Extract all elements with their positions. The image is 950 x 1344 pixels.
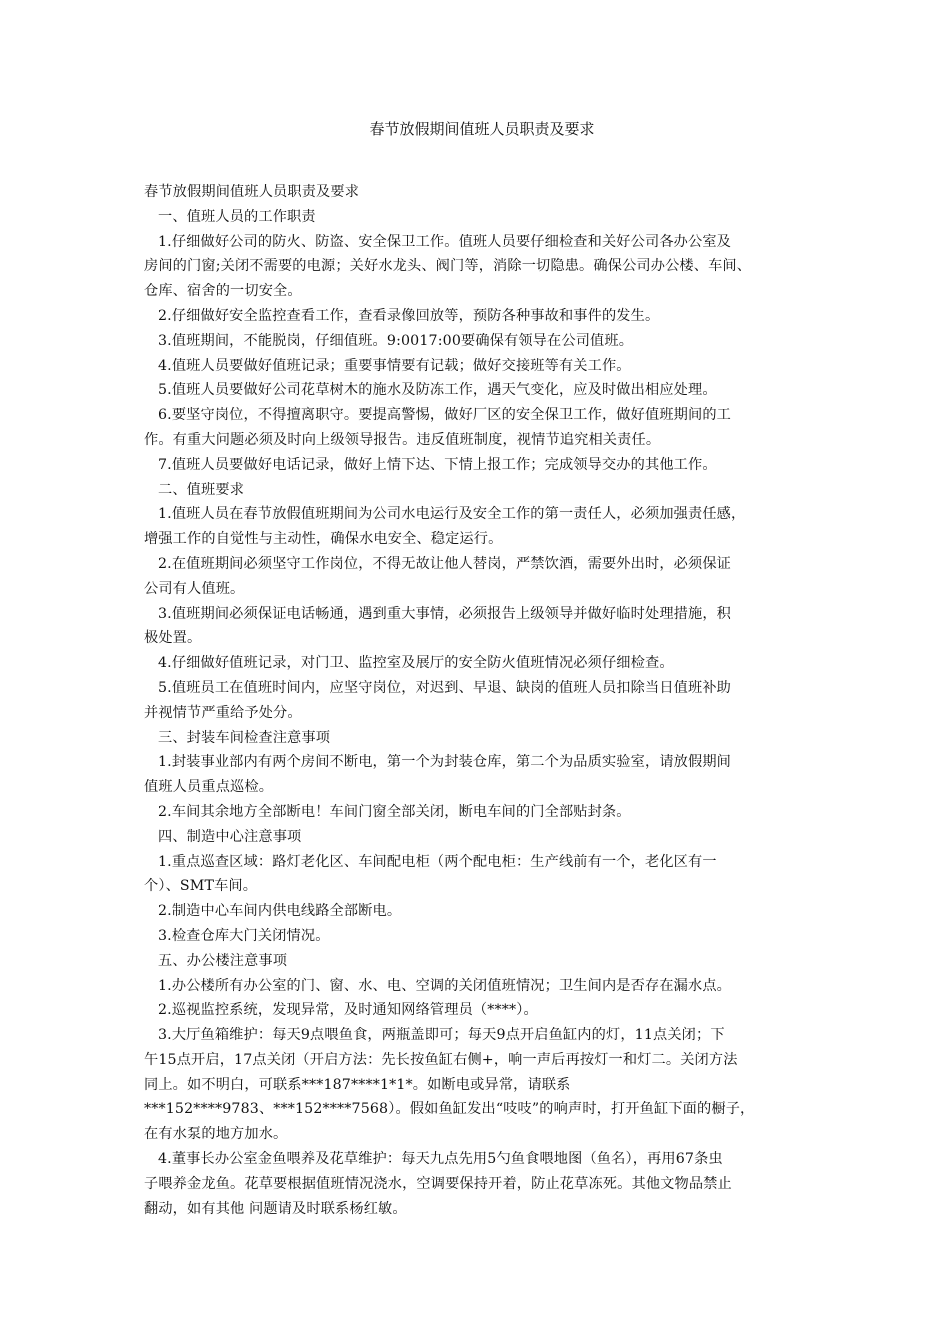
document-line: 四、制造中心注意事项 <box>158 828 302 845</box>
document-line: 春节放假期间值班人员职责及要求 <box>144 184 360 200</box>
document-line: 作。有重大问题必须及时向上级领导报告。违反值班制度，视情节追究相关责任。 <box>144 431 661 448</box>
document-line: 6.要坚守岗位，不得擅离职守。要提高警惕，做好厂区的安全保卫工作，做好值班期间的工 <box>158 407 732 424</box>
document-line: 4.董事长办公室金鱼喂养及花草维护：每天九点先用5勺鱼食喂地图（鱼名），再用67条虫 <box>158 1151 723 1168</box>
document-line: 仓库、宿舍的一切安全。 <box>144 283 302 300</box>
document-line: 1.办公楼所有办公室的门、窗、水、电、空调的关闭值班情况；卫生间内是否存在漏水点。 <box>158 977 732 994</box>
document-line: 3.值班期间必须保证电话畅通，遇到重大事情，必须报告上级领导并做好临时处理措施，积 <box>158 605 732 622</box>
document-line: 3.值班期间，不能脱岗，仔细值班。9:0017:00要确保有领导在公司值班。 <box>158 332 634 349</box>
document-line: 三、封装车间检查注意事项 <box>158 729 331 746</box>
document-line: 值班人员重点巡检。 <box>144 779 274 796</box>
document-line: 二、值班要求 <box>158 481 245 498</box>
document-line: 2.仔细做好安全监控查看工作，查看录像回放等，预防各种事故和事件的发生。 <box>158 307 660 324</box>
document-line: 1.重点巡查区域：路灯老化区、车间配电柜（两个配电柜：生产线前有一个，老化区有一 <box>158 853 717 870</box>
document-line: 4.仔细做好值班记录，对门卫、监控室及展厅的安全防火值班情况必须仔细检查。 <box>158 655 674 672</box>
document-line: 4.值班人员要做好值班记录；重要事情要有记载；做好交接班等有关工作。 <box>158 357 631 374</box>
document-line: 3.大厅鱼箱维护：每天9点喂鱼食，两瓶盖即可；每天9点开启鱼缸内的灯，11点关闭；下 <box>158 1027 725 1044</box>
document-line: 3.检查仓库大门关闭情况。 <box>158 927 330 944</box>
document-line: 增强工作的自觉性与主动性，确保水电安全、稳定运行。 <box>144 531 503 548</box>
document-line: 5.值班员工在值班时间内，应坚守岗位，对迟到、早退、缺岗的值班人员扣除当日值班补助 <box>158 679 732 696</box>
document-line: 同上。如不明白，可联系***187****1*1*。如断电或异常，请联系 <box>144 1076 571 1093</box>
document-line: 个）、SMT车间。 <box>144 878 258 895</box>
document-line: 7.值班人员要做好电话记录，做好上情下达、下情上报工作；完成领导交办的其他工作。 <box>158 456 717 473</box>
document-line: 2.在值班期间必须坚守工作岗位，不得无故让他人替岗，严禁饮酒，需要外出时，必须保证 <box>158 555 732 572</box>
document-line: 并视情节严重给予处分。 <box>144 704 302 721</box>
document-title: 春节放假期间值班人员职责及要求 <box>369 120 595 138</box>
document-line: 5.值班人员要做好公司花草树木的施水及防冻工作，遇天气变化，应及时做出相应处理。 <box>158 382 717 399</box>
document-line: ***152****9783、***152****7568）。假如鱼缸发出“吱吱”的响声时，打开鱼缸下面的橱子， <box>144 1101 755 1118</box>
document-body <box>144 180 820 1221</box>
document-line: 2.制造中心车间内供电线路全部断电。 <box>158 903 402 920</box>
document-line: 翻动，如有其他 问题请及时联系杨红敏。 <box>144 1200 407 1217</box>
document-line: 一、值班人员的工作职责 <box>158 208 316 225</box>
document-page <box>144 118 820 1221</box>
document-line: 午15点开启，17点关闭（开启方法：先长按鱼缸右侧+，响一声后再按灯一和灯二。关闭方法 <box>144 1051 738 1068</box>
document-line: 在有水泵的地方加水。 <box>144 1126 288 1143</box>
document-line: 子喂养金龙鱼。花草要根据值班情况浇水，空调要保持开着，防止花草冻死。其他文物品禁止 <box>144 1175 732 1192</box>
document-line: 2.巡视监控系统，发现异常，及时通知网络管理员（****）。 <box>158 1002 538 1019</box>
document-line: 公司有人值班。 <box>144 580 245 597</box>
document-line: 1.封装事业部内有两个房间不断电，第一个为封装仓库，第二个为品质实验室，请放假期间 <box>158 754 732 771</box>
document-line: 1.仔细做好公司的防火、防盗、安全保卫工作。值班人员要仔细检查和关好公司各办公室及 <box>158 233 732 250</box>
document-line: 极处置。 <box>144 630 202 647</box>
document-line: 房间的门窗;关闭不需要的电源；关好水龙头、阀门等，消除一切隐患。确保公司办公楼、车间、 <box>144 258 752 275</box>
document-line: 五、办公楼注意事项 <box>158 952 288 969</box>
document-line: 1.值班人员在春节放假值班期间为公司水电运行及安全工作的第一责任人，必须加强责任感， <box>158 506 746 523</box>
document-line: 2.车间其余地方全部断电！车间门窗全部关闭，断电车间的门全部贴封条。 <box>158 803 631 820</box>
